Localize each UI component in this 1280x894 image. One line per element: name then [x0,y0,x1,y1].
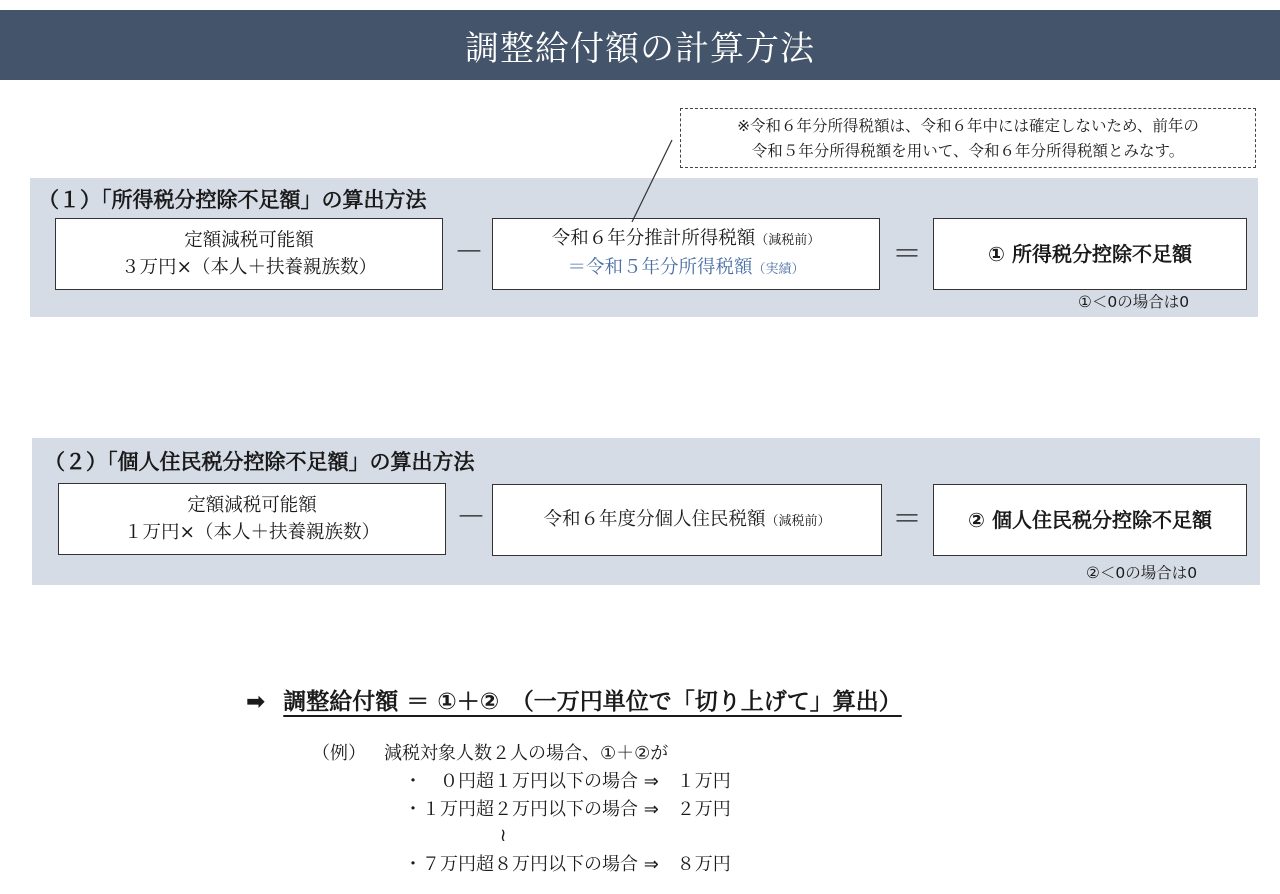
condition-note-1: ①＜0の場合は0 [1078,293,1190,311]
example-row: ・１万円超２万円以下の場合 ⇒ ２万円 [404,799,731,820]
note-line-2: 令和５年分所得税額を用いて、令和６年分所得税額とみなす。 [751,142,1185,160]
box-b-line-1: 令和６年度分個人住民税額（減税前） [543,508,831,530]
arrow-right-icon: ➡ [246,689,266,715]
box-b-line-2: ＝令和５年分所得税額（実績） [567,257,805,278]
section-resident-tax [32,438,1260,585]
minus-sign: － [454,235,484,270]
conclusion [246,683,902,716]
box-a-line-1: 定額減税可能額 [184,230,314,251]
example-label: （例） [312,743,366,764]
section-income-tax [30,178,1258,317]
minus-sign: － [456,500,486,535]
box-a-line-1: 定額減税可能額 [187,495,317,516]
condition-note-2: ②＜0の場合は0 [1086,564,1198,582]
box-b-line-1: 令和６年分推計所得税額（減税前） [551,228,821,249]
example-row: ・ ０円超１万円以下の場合 ⇒ １万円 [404,771,731,792]
equals-sign: ＝ [892,502,922,537]
resident-tax-box [492,484,882,556]
equals-sign: ＝ [892,237,922,272]
section1-heading: （１）「所得税分控除不足額」の算出方法 [38,188,427,212]
box-a-line-2: ３万円×（本人＋扶養親族数） [120,257,377,278]
result-box-2: ② 個人住民税分控除不足額 [933,484,1247,556]
note-line-1: ※令和６年分所得税額は、令和６年中には確定しないため、前年の [737,117,1199,135]
example-intro: 減税対象人数２人の場合、①＋②が [384,743,669,764]
box-a-line-2: １万円×（本人＋扶養親族数） [123,522,380,543]
page-title: 調整給付額の計算方法 [0,10,1280,80]
result-box-1: ① 所得税分控除不足額 [933,218,1247,290]
section2-heading: （２）「個人住民税分控除不足額」の算出方法 [44,450,475,474]
estimated-income-tax-box [492,218,880,290]
example-row-ellipsis: ≀ [404,825,507,846]
note-box [680,108,1256,168]
example-row: ・７万円超８万円以下の場合 ⇒ ８万円 [404,854,731,875]
conclusion-formula: 調整給付額 ＝ ①＋② （一万円単位で「切り上げて」算出） [283,689,902,715]
fixed-reduction-box-2 [58,483,446,555]
fixed-reduction-box-1 [55,218,443,290]
